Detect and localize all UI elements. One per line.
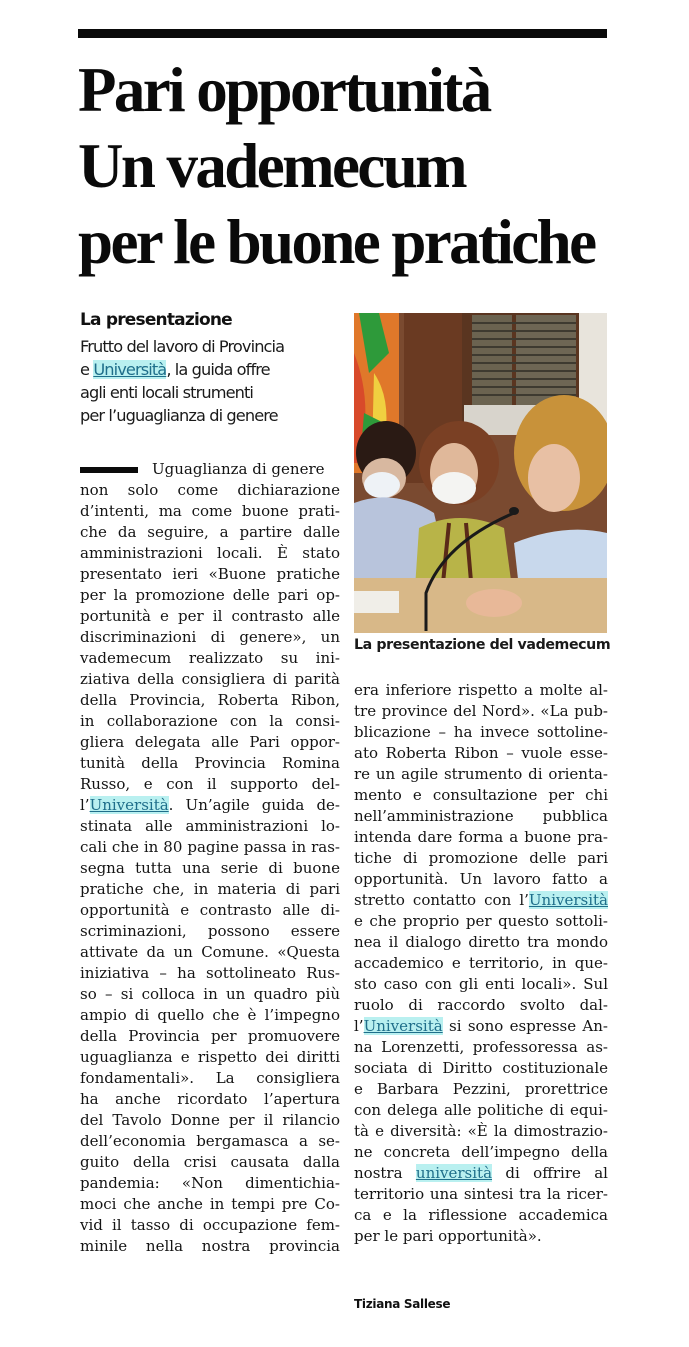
body-line: tre province del Nord». «La pub- — [354, 702, 608, 720]
body-line: l’Università. Un’agile guida de- — [80, 796, 340, 814]
body-line: ampio di quello che è l’impegno — [80, 1006, 340, 1024]
body-line: accademico e territorio, in que- — [354, 954, 608, 972]
body-line: per la promozione delle pari op- — [80, 586, 340, 604]
body-line: blicazione – ha invece sottoline- — [354, 723, 608, 741]
body-line: mento e consultazione per chi — [354, 786, 608, 804]
body-line: gliera delegata alle Pari oppor- — [80, 733, 340, 751]
body-line: moci che anche in tempi pre Co- — [80, 1195, 340, 1213]
headline-line: per le buone pratiche — [78, 207, 595, 277]
body-line: del Tavolo Donne per il rilancio — [80, 1111, 340, 1129]
body-line: che da seguire, a partire dalle — [80, 523, 340, 541]
body-line: e Barbara Pezzini, prorettrice — [354, 1080, 608, 1098]
body-line: sociata di Diritto costituzionale — [354, 1059, 608, 1077]
body-line: Russo, e con il supporto del- — [80, 775, 340, 793]
summary-line: per l’uguaglianza di genere — [80, 406, 278, 425]
body-line: fondamentali». La consigliera — [80, 1069, 340, 1087]
body-line: vid il tasso di occupazione fem- — [80, 1216, 340, 1234]
body-line: scriminazioni, possono essere — [80, 922, 340, 940]
highlighted-term: università — [415, 1164, 493, 1182]
body-line: portunità e per il contrasto alle — [80, 607, 340, 625]
body-line: tà e diversità: «È la dimostrazio- — [354, 1122, 608, 1140]
body-line: guito della crisi causata dalla — [80, 1153, 340, 1171]
body-column-1 — [80, 459, 340, 1257]
body-line: e che proprio per questo sottoli- — [354, 912, 608, 930]
body-line: ne concreta dell’impegno della — [354, 1143, 608, 1161]
kicker: La presentazione — [80, 310, 232, 330]
body-line: con delega alle politiche di equi- — [354, 1101, 608, 1119]
body-line: amministrazioni locali. È stato — [80, 544, 340, 562]
body-line: della Provincia, Roberta Ribon, — [80, 691, 340, 709]
body-line: ziativa della consigliera di parità — [80, 670, 340, 688]
body-line: della Provincia per promuovere — [80, 1027, 340, 1045]
body-line: presentato ieri «Buone pratiche — [80, 565, 340, 583]
highlighted-term: Università — [89, 796, 169, 814]
body-line: l’Università si sono espresse An- — [354, 1017, 608, 1035]
lead-dash — [80, 467, 138, 473]
body-line: per le pari opportunità». — [354, 1227, 542, 1245]
body-line: stinata alle amministrazioni lo- — [80, 817, 340, 835]
summary-line: e Università, la guida offre — [80, 360, 270, 379]
body-line: territorio una sintesi tra la ricer- — [354, 1185, 608, 1203]
body-line: ruolo di raccordo svolto dal- — [354, 996, 608, 1014]
body-line: uguaglianza e rispetto dei diritti — [80, 1048, 340, 1066]
body-line: minile nella nostra provincia — [80, 1237, 340, 1255]
body-line: sto caso con gli enti locali». Sul — [354, 975, 608, 993]
body-line: discriminazioni di genere», un — [80, 628, 340, 646]
body-line: na Lorenzetti, professoressa as- — [354, 1038, 608, 1056]
body-line: ca e la riflessione accademica — [354, 1206, 608, 1224]
body-line: ha anche ricordato l’apertura — [80, 1090, 340, 1108]
body-line: pandemia: «Non dimentichia- — [80, 1174, 340, 1192]
body-line: d’intenti, ma come buone prati- — [80, 502, 340, 520]
body-line: so – si colloca in un quadro più — [80, 985, 340, 1003]
body-line: attivate da un Comune. «Questa — [80, 943, 340, 961]
highlighted-term: Università — [528, 891, 608, 909]
body-line: pratiche che, in materia di pari — [80, 880, 340, 898]
body-column-2 — [354, 680, 608, 1247]
author-byline: Tiziana Sallese — [354, 1297, 451, 1311]
summary — [80, 335, 345, 427]
body-line: iniziativa – ha sottolineato Rus- — [80, 964, 340, 982]
body-line: vademecum realizzato su ini- — [80, 649, 340, 667]
body-line: cali che in 80 pagine passa in ras- — [80, 838, 340, 856]
body-line: tunità della Provincia Romina — [80, 754, 340, 772]
summary-line: Frutto del lavoro di Provincia — [80, 337, 285, 356]
body-line: nostra università di offrire al — [354, 1164, 608, 1182]
body-line: ato Roberta Ribon – vuole esse- — [354, 744, 608, 762]
photo-caption: La presentazione del vademecum — [354, 637, 611, 653]
body-line: intenda dare forma a buone pra- — [354, 828, 608, 846]
body-line: opportunità e contrasto alle di- — [80, 901, 340, 919]
headline-line: Un vademecum — [78, 131, 466, 201]
highlighted-term: Università — [93, 360, 167, 379]
body-line: non solo come dichiarazione — [80, 481, 340, 499]
headline — [78, 52, 618, 280]
highlighted-term: Università — [363, 1017, 443, 1035]
body-line: nea il dialogo diretto tra mondo — [354, 933, 608, 951]
body-line: opportunità. Un lavoro fatto a — [354, 870, 608, 888]
article-photo — [354, 313, 607, 633]
body-line: dell’economia bergamasca a se- — [80, 1132, 340, 1150]
summary-line: agli enti locali strumenti — [80, 383, 254, 402]
body-line: stretto contatto con l’Università — [354, 891, 608, 909]
body-line: era inferiore rispetto a molte al- — [354, 681, 608, 699]
body-line: in collaborazione con la consi- — [80, 712, 340, 730]
body-line: re un agile strumento di orienta- — [354, 765, 608, 783]
body-line: segna tutta una serie di buone — [80, 859, 340, 877]
body-line: Uguaglianza di genere — [80, 459, 340, 480]
body-line: nell’amministrazione pubblica — [354, 807, 608, 825]
headline-line: Pari opportunità — [78, 55, 490, 125]
body-line: tiche di promozione delle pari — [354, 849, 608, 867]
top-rule — [78, 29, 607, 38]
